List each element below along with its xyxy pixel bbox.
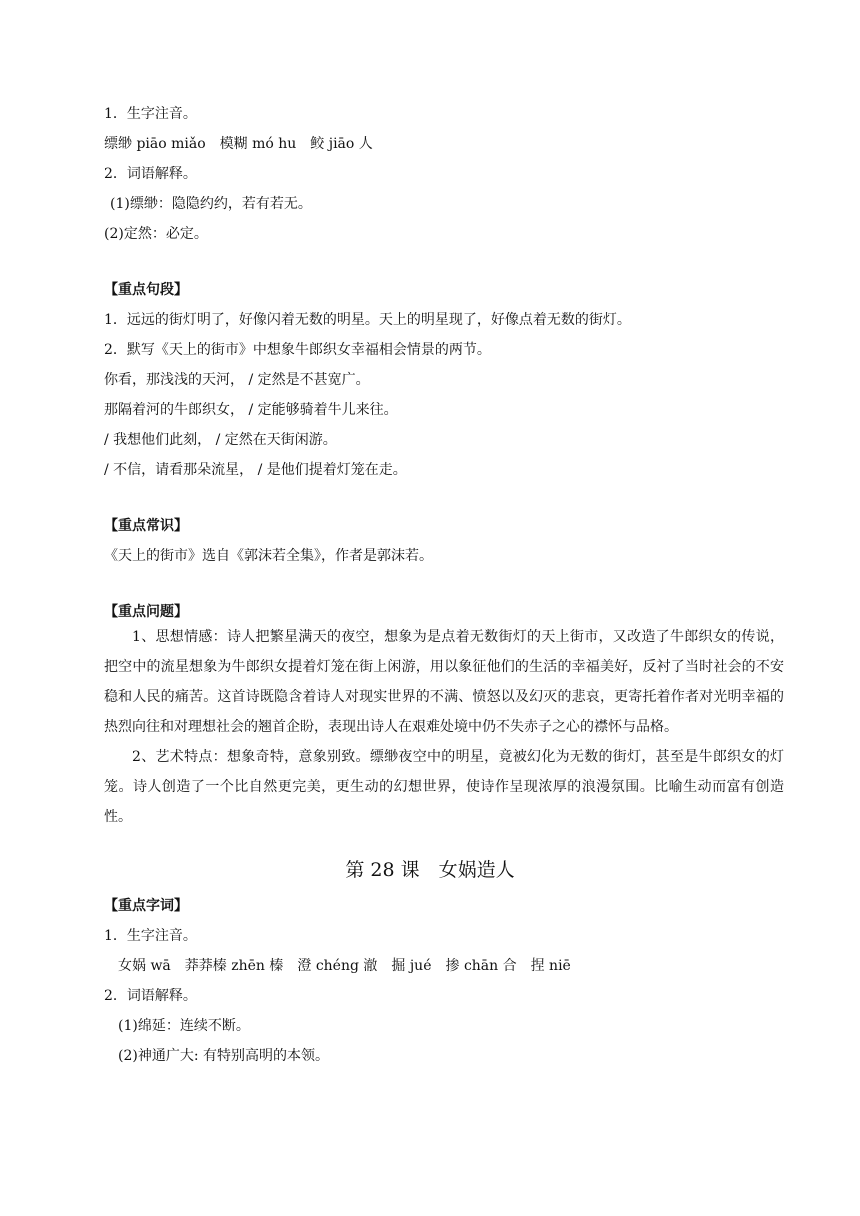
pronunciation-line: 女娲 wā 莽莽榛 zhēn 榛 澄 chéng 澈 掘 jué 掺 chān 合 捏 niē [118, 958, 571, 974]
sentence-line: 1．远远的街灯明了，好像闪着无数的明星。天上的明星现了，好像点着无数的街灯。 [104, 312, 631, 328]
heading-vocab: 2．词语解释。 [104, 166, 197, 182]
sentence-line: 2．默写《天上的街市》中想象牛郎织女幸福相会情景的两节。 [104, 342, 491, 358]
poem-line: 那隔着河的牛郎织女， / 定能够骑着牛儿来往。 [104, 402, 398, 418]
section-heading: 【重点常识】 [104, 518, 188, 534]
lesson-title: 第 28 课 女娲造人 [345, 859, 515, 881]
section-heading: 【重点句段】 [104, 282, 188, 298]
poem-line: 你看，那浅浅的天河， / 定然是不甚宽广。 [104, 372, 370, 388]
heading-vocab: 2．词语解释。 [104, 988, 197, 1004]
heading-pronunciation: 1．生字注音。 [104, 928, 197, 944]
question-paragraph: 1、思想情感：诗人把繁星满天的夜空，想象为是点着无数街灯的天上街市，又改造了牛郎织女的传说，把空中的流星想象为牛郎织女提着灯笼在街上闲游，用以象征他们的生活的幸福美好，反衬了当时社会的不安稳和人民的痛苦。这首诗既隐含着诗人对现实世界的不满、愤怒以及幻灭的悲哀，更寄托着作者对光明幸福的热烈向往和对理想社会的翘首企盼，表现出诗人在艰难处境中仍不失赤子之心的襟怀与品格。 [104, 629, 784, 735]
vocab-item: (2)定然：必定。 [104, 226, 208, 242]
section-heading: 【重点问题】 [104, 604, 188, 620]
vocab-item: (1)绵延：连续不断。 [118, 1018, 250, 1034]
poem-line: / 不信，请看那朵流星， / 是他们提着灯笼在走。 [104, 462, 407, 478]
question-paragraph: 2、艺术特点：想象奇特，意象别致。缥缈夜空中的明星，竟被幻化为无数的街灯，甚至是牛郎织女的灯笼。诗人创造了一个比自然更完美，更生动的幻想世界，使诗作呈现浓厚的浪漫氛围。比喻生动而富有创造性。 [104, 749, 784, 825]
knowledge-line: 《天上的街市》选自《郭沫若全集》，作者是郭沫若。 [104, 548, 433, 564]
vocab-item: (1)缥缈：隐隐约约，若有若无。 [110, 196, 312, 212]
poem-line: / 我想他们此刻， / 定然在天街闲游。 [104, 432, 337, 448]
vocab-item: (2)神通广大: 有特别高明的本领。 [118, 1048, 329, 1064]
heading-pronunciation: 1．生字注音。 [104, 106, 197, 122]
section-heading: 【重点字词】 [104, 898, 188, 914]
pronunciation-line: 缥缈 piāo miǎo 模糊 mó hu 鲛 jiāo 人 [104, 136, 373, 152]
